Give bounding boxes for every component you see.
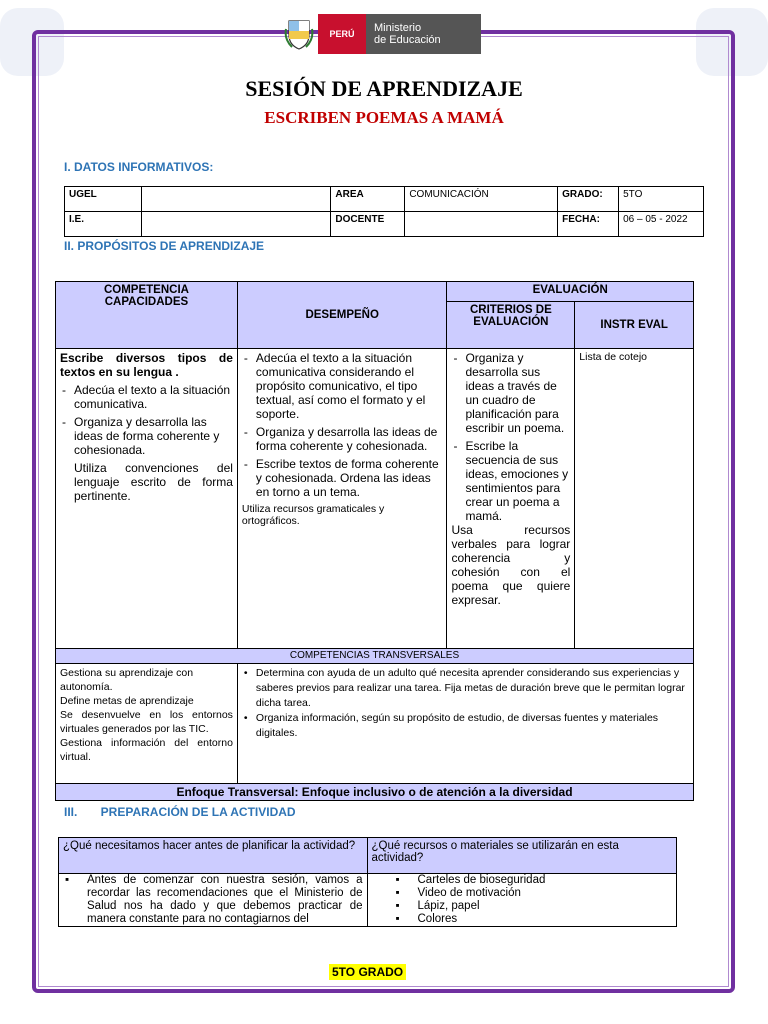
table-row (56, 349, 694, 649)
table-row (56, 784, 694, 801)
competencia-header: COMPETENCIA CAPACIDADES (56, 282, 238, 349)
criterios-cell (447, 349, 575, 649)
docente-label: DOCENTE (331, 212, 405, 237)
list-item: - Organiza y desarrolla sus ideas a través de un cuadro de planificación para escribir un poema. (451, 351, 570, 435)
competencia-cell (56, 349, 238, 649)
grade-badge: 5TO GRADO (329, 964, 406, 980)
materials-list (372, 874, 673, 926)
instr-eval-header: INSTR EVAL (575, 302, 694, 349)
list-item: - Adecúa el texto a la situación comunicativa considerando el propósito comunicativo, el tipo textual, así como el formato y el soporte. (242, 351, 443, 421)
desempeno-cell (237, 349, 447, 649)
table-row (59, 874, 677, 927)
table-row (56, 664, 694, 784)
table-row (65, 212, 704, 237)
table-row (65, 187, 704, 212)
transversales-left (56, 664, 238, 784)
transversal-gestiona-informacion: Gestiona información del entorno virtual. (60, 737, 233, 763)
list-item: ▪ Carteles de bioseguridad (394, 874, 673, 887)
pregunta-antes: ¿Qué necesitamos hacer antes de planificar la actividad? (59, 838, 368, 874)
coat-of-arms-icon (284, 17, 314, 51)
grado-label: GRADO: (558, 187, 619, 212)
area-label: AREA (331, 187, 405, 212)
enfoque-transversal: Enfoque Transversal: Enfoque inclusivo o de atención a la diversidad (56, 784, 694, 801)
list-item: - Escribe la secuencia de sus ideas, emociones y sentimientos para crear un poema a mamá. (451, 439, 570, 523)
ministry-label (366, 14, 481, 54)
criterios-list (451, 351, 570, 523)
fecha-value: 06 – 05 - 2022 (619, 212, 704, 237)
capacidades-list (60, 383, 233, 457)
section-3-heading: III. PREPARACIÓN DE LA ACTIVIDAD (64, 805, 296, 819)
ie-value (141, 212, 331, 237)
antes-list (63, 874, 363, 926)
datos-informativos-table (64, 186, 704, 237)
capacidad-extra: Utiliza convenciones del lenguaje escrito de forma pertinente. (74, 461, 233, 503)
competencia-title: Escribe diversos tipos de textos en su lengua . (60, 351, 233, 379)
ministry-line-2: de Educación (374, 34, 441, 46)
ie-label: I.E. (65, 212, 142, 237)
respuesta-antes (59, 874, 368, 927)
respuesta-recursos (367, 874, 677, 927)
transversal-entornos-virtuales: Se desenvuelve en los entornos virtuales generados por las TIC. (60, 709, 233, 735)
preparacion-table (58, 837, 677, 927)
transversales-list (242, 666, 689, 741)
list-item: - Organiza y desarrolla las ideas de forma coherente y cohesionada. (242, 425, 443, 453)
transversales-header: COMPETENCIAS TRANSVERSALES (56, 649, 694, 664)
instrumento-cell: Lista de cotejo (575, 349, 694, 649)
pregunta-recursos: ¿Qué recursos o materiales se utilizarán en esta actividad? (367, 838, 677, 874)
grado-value: 5TO (619, 187, 704, 212)
table-row (56, 282, 694, 302)
table-row (59, 838, 677, 874)
ugel-value (141, 187, 331, 212)
list-item: ▪ Video de motivación (394, 887, 673, 900)
peru-label: PERÚ (318, 14, 366, 54)
desempeno-header: DESEMPEÑO (237, 282, 447, 349)
evaluacion-header: EVALUACIÓN (447, 282, 694, 302)
list-item: ▪ Antes de comenzar con nuestra sesión, vamos a recordar las recomendaciones que el Ministerio de Salud nos ha dado y que debemos practicar de manera constante para no contagiarnos del (63, 874, 363, 926)
fecha-label: FECHA: (558, 212, 619, 237)
docente-value (405, 212, 558, 237)
section-2-heading: II. PROPÓSITOS DE APRENDIZAJE (64, 239, 265, 253)
ministry-line-1: Ministerio (374, 22, 422, 34)
list-item: ▪ Colores (394, 913, 673, 926)
list-item: - Adecúa el texto a la situación comunicativa. (60, 383, 233, 411)
document-title: SESIÓN DE APRENDIZAJE (245, 76, 523, 101)
criterios-header: CRITERIOS DE EVALUACIÓN (447, 302, 575, 349)
section-1-heading: I. DATOS INFORMATIVOS: (64, 160, 214, 174)
list-item: ▪ Lápiz, papel (394, 900, 673, 913)
list-item: - Organiza y desarrolla las ideas de forma coherente y cohesionada. (60, 415, 233, 457)
transversal-gestiona-aprendizaje: Gestiona su aprendizaje con autonomía. (60, 667, 194, 693)
desempeno-extra: Utiliza recursos gramaticales y ortográficos. (241, 503, 385, 527)
transversales-right (237, 664, 693, 784)
criterio-extra: Usa recursos verbales para lograr coherencia y cohesión con el poema que quiere expresar. (451, 523, 571, 607)
document-subtitle: ESCRIBEN POEMAS A MAMÁ (264, 108, 504, 127)
propositos-table (55, 281, 694, 801)
list-item: • Organiza información, según su propósito de estudio, de diversas fuentes y materiales digitales. (242, 711, 689, 741)
area-value: COMUNICACIÓN (405, 187, 558, 212)
ugel-label: UGEL (65, 187, 142, 212)
ministry-logo (284, 14, 481, 54)
desempenos-list (242, 351, 443, 499)
list-item: - Escribe textos de forma coherente y cohesionada. Ordena las ideas en torno a un tema. (242, 457, 443, 499)
transversal-define-metas: Define metas de aprendizaje (60, 695, 194, 707)
table-row (56, 649, 694, 664)
list-item: • Determina con ayuda de un adulto qué necesita aprender considerando sus experiencias y saberes previos para realizar una tarea. Fija metas de duración breve que le permitan lograr dicha tarea. (242, 666, 689, 711)
